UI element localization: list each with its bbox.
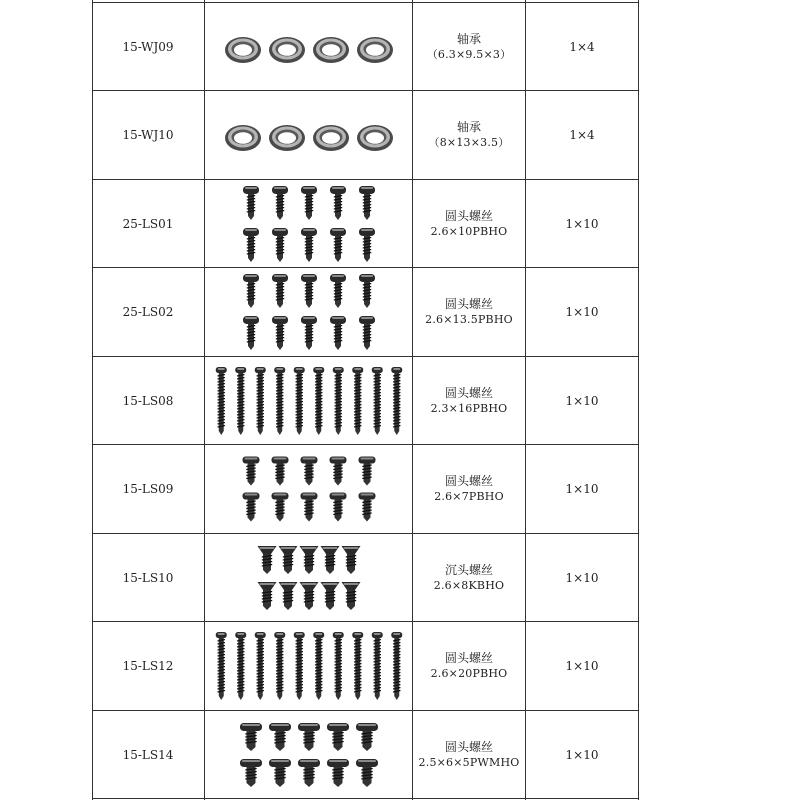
part-picture [209, 447, 409, 531]
part-quantity: 1×4 [569, 40, 595, 55]
screw-icon [299, 546, 318, 574]
bearing-ring-icon [313, 125, 349, 151]
bearing-ring-icon [269, 37, 305, 63]
screw-icon [269, 759, 291, 787]
part-spec: 2.5×6×5PWMHO [418, 756, 520, 770]
part-name: 沉头螺丝 [444, 563, 493, 578]
screw-icon [243, 228, 259, 262]
screw-icon [240, 759, 262, 787]
screw-icon [272, 186, 288, 220]
part-code: 15-LS14 [122, 748, 174, 763]
part-picture [209, 624, 409, 708]
part-name: 圆头螺丝 [444, 474, 493, 489]
screw-icon [299, 582, 318, 610]
part-quantity: 1×10 [565, 571, 599, 586]
part-code: 15-LS08 [122, 394, 174, 409]
part-spec: 2.3×16PBHO [430, 402, 508, 416]
parts-table [92, 0, 638, 800]
part-description [413, 622, 525, 711]
screw-icon [272, 228, 288, 262]
part-picture [209, 359, 409, 443]
screw-icon [300, 493, 317, 522]
screw-icon [243, 316, 259, 350]
part-description [413, 91, 525, 180]
part-image [205, 711, 412, 800]
part-picture [209, 182, 409, 266]
screw-icon [359, 316, 375, 350]
screw-icon [359, 228, 375, 262]
screw-icon [359, 274, 375, 308]
screw-icon [391, 367, 402, 435]
table-border-line [638, 0, 639, 800]
screw-icon [332, 367, 343, 435]
screw-icon [254, 367, 265, 435]
screw-icon [356, 723, 378, 751]
part-quantity: 1×10 [565, 394, 599, 409]
part-description [413, 3, 525, 92]
part-description [413, 445, 525, 534]
part-name: 圆头螺丝 [444, 297, 493, 312]
screw-icon [358, 493, 375, 522]
part-picture [209, 5, 409, 89]
screw-icon [327, 723, 349, 751]
screw-icon [391, 632, 402, 700]
part-spec: 2.6×20PBHO [430, 667, 508, 681]
bearing-ring-icon [225, 37, 261, 63]
screw-icon [300, 457, 317, 486]
part-image [205, 357, 412, 446]
table-row [92, 268, 638, 357]
part-code: 15-LS09 [122, 482, 174, 497]
part-description [413, 711, 525, 800]
screw-icon [271, 457, 288, 486]
screw-icon [352, 367, 363, 435]
bearing-ring-icon [225, 125, 261, 151]
screw-icon [298, 759, 320, 787]
screw-icon [215, 367, 226, 435]
table-row [92, 711, 638, 800]
table-row [92, 180, 638, 269]
part-spec: 2.6×8KBHO [433, 579, 505, 593]
screw-icon [278, 546, 297, 574]
screw-icon [330, 228, 346, 262]
screw-icon [356, 759, 378, 787]
screw-icon [332, 632, 343, 700]
screw-icon [301, 274, 317, 308]
part-image [205, 180, 412, 269]
screw-icon [330, 186, 346, 220]
screw-icon [254, 632, 265, 700]
bearing-ring-icon [313, 37, 349, 63]
screw-icon [235, 632, 246, 700]
screw-icon [371, 632, 382, 700]
screw-icon [293, 632, 304, 700]
bearing-ring-icon [357, 125, 393, 151]
part-spec: 2.6×13.5PBHO [425, 313, 513, 327]
part-quantity: 1×10 [565, 659, 599, 674]
screw-icon [327, 759, 349, 787]
table-row [92, 622, 638, 711]
screw-icon [269, 723, 291, 751]
screw-icon [235, 367, 246, 435]
part-code: 15-WJ09 [122, 40, 174, 55]
screw-icon [313, 632, 324, 700]
screw-icon [257, 582, 276, 610]
screw-icon [352, 632, 363, 700]
screw-icon [215, 632, 226, 700]
part-code: 15-WJ10 [122, 128, 174, 143]
part-spec: （6.3×9.5×3） [426, 48, 512, 62]
part-quantity: 1×10 [565, 748, 599, 763]
table-row [92, 445, 638, 534]
screw-icon [301, 316, 317, 350]
part-picture [209, 713, 409, 797]
screw-icon [242, 457, 259, 486]
screw-icon [272, 316, 288, 350]
part-image [205, 91, 412, 180]
table-row [92, 91, 638, 180]
part-name: 轴承 [456, 120, 481, 135]
screw-icon [301, 186, 317, 220]
screw-icon [359, 186, 375, 220]
table-row [92, 3, 638, 92]
part-name: 圆头螺丝 [444, 651, 493, 666]
screw-icon [371, 367, 382, 435]
part-code: 25-LS02 [122, 305, 174, 320]
screw-icon [274, 367, 285, 435]
screw-icon [330, 274, 346, 308]
screw-icon [240, 723, 262, 751]
part-picture [209, 536, 409, 620]
part-quantity: 1×10 [565, 482, 599, 497]
part-description [413, 268, 525, 357]
table-row [92, 534, 638, 623]
part-quantity: 1×4 [569, 128, 595, 143]
screw-icon [320, 582, 339, 610]
part-name: 圆头螺丝 [444, 209, 493, 224]
part-image [205, 534, 412, 623]
screw-icon [358, 457, 375, 486]
part-image [205, 268, 412, 357]
part-code: 25-LS01 [122, 217, 174, 232]
screw-icon [243, 186, 259, 220]
screw-icon [271, 493, 288, 522]
part-quantity: 1×10 [565, 217, 599, 232]
part-spec: 2.6×10PBHO [430, 225, 508, 239]
bearing-ring-icon [357, 37, 393, 63]
part-description [413, 180, 525, 269]
screw-icon [278, 582, 297, 610]
part-spec: （8×13×3.5） [428, 136, 510, 150]
screw-icon [274, 632, 285, 700]
part-image [205, 445, 412, 534]
screw-icon [329, 493, 346, 522]
screw-icon [272, 274, 288, 308]
part-name: 轴承 [456, 32, 481, 47]
screw-icon [298, 723, 320, 751]
screw-icon [293, 367, 304, 435]
part-description [413, 534, 525, 623]
screw-icon [243, 274, 259, 308]
screw-icon [341, 582, 360, 610]
part-code: 15-LS10 [122, 571, 174, 586]
screw-icon [313, 367, 324, 435]
part-name: 圆头螺丝 [444, 386, 493, 401]
table-row [92, 357, 638, 446]
part-code: 15-LS12 [122, 659, 174, 674]
part-name: 圆头螺丝 [444, 740, 493, 755]
screw-icon [330, 316, 346, 350]
screw-icon [257, 546, 276, 574]
part-image [205, 622, 412, 711]
part-image [205, 3, 412, 92]
part-spec: 2.6×7PBHO [434, 490, 504, 504]
part-picture [209, 93, 409, 177]
bearing-ring-icon [269, 125, 305, 151]
screw-icon [320, 546, 339, 574]
part-picture [209, 270, 409, 354]
screw-icon [242, 493, 259, 522]
part-description [413, 357, 525, 446]
screw-icon [341, 546, 360, 574]
part-quantity: 1×10 [565, 305, 599, 320]
screw-icon [301, 228, 317, 262]
screw-icon [329, 457, 346, 486]
